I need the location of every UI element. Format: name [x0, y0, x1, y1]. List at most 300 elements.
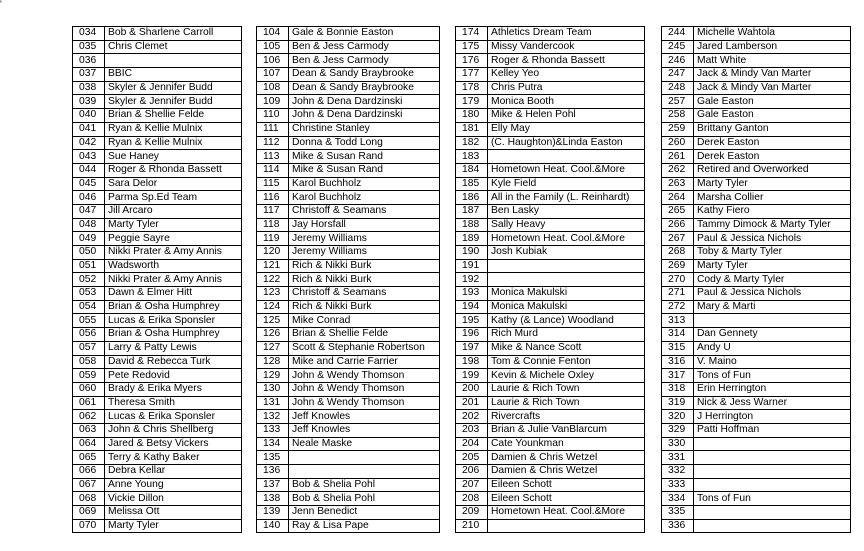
entry-name: Jeremy Williams	[289, 232, 440, 246]
entry-name: Chris Clemet	[105, 40, 242, 54]
entry-number: 179	[456, 95, 488, 109]
entry-name: Jenn Benedict	[289, 506, 440, 520]
table-row	[257, 410, 440, 424]
entry-name: Jack & Mindy Van Marter	[694, 81, 851, 95]
table-row	[73, 150, 242, 164]
entry-name	[488, 150, 645, 164]
entry-number: 194	[456, 300, 488, 314]
table-row	[662, 40, 851, 54]
entry-number: 062	[73, 410, 105, 424]
table-row	[662, 328, 851, 342]
entry-number: 069	[73, 506, 105, 520]
number-list-column-3	[455, 26, 645, 533]
entry-number: 063	[73, 423, 105, 437]
entry-name: Hometown Heat. Cool.&More	[488, 506, 645, 520]
entry-number: 048	[73, 218, 105, 232]
entry-number: 247	[662, 68, 694, 82]
table-row	[73, 68, 242, 82]
table-row	[456, 369, 645, 383]
entry-number: 267	[662, 232, 694, 246]
entry-name: Kathy Fiero	[694, 204, 851, 218]
table-row	[662, 246, 851, 260]
entry-number: 037	[73, 68, 105, 82]
entry-name: Jay Horsfall	[289, 218, 440, 232]
table-row	[257, 27, 440, 41]
table-row	[73, 382, 242, 396]
table-row	[73, 27, 242, 41]
table-row	[73, 423, 242, 437]
entry-number: 186	[456, 191, 488, 205]
table-row	[456, 519, 645, 533]
entry-name: Scott & Stephanie Robertson	[289, 341, 440, 355]
entry-name: Ben & Jess Carmody	[289, 40, 440, 54]
entry-number: 106	[257, 54, 289, 68]
entry-name: John & Chris Shellberg	[105, 423, 242, 437]
table-row	[456, 273, 645, 287]
table-row	[257, 465, 440, 479]
table-row	[456, 355, 645, 369]
table-row	[662, 478, 851, 492]
entry-name: Laurie & Rich Town	[488, 382, 645, 396]
table-row	[662, 218, 851, 232]
entry-number: 317	[662, 369, 694, 383]
entry-name: John & Dena Dardzinski	[289, 109, 440, 123]
table-row	[73, 396, 242, 410]
entry-name	[488, 259, 645, 273]
entry-name: Nikki Prater & Amy Annis	[105, 273, 242, 287]
entry-name: Nikki Prater & Amy Annis	[105, 246, 242, 260]
table-row	[456, 232, 645, 246]
table-row	[257, 150, 440, 164]
table-row	[662, 109, 851, 123]
table-row	[257, 68, 440, 82]
entry-number: 269	[662, 259, 694, 273]
entry-number: 174	[456, 27, 488, 41]
entry-number: 246	[662, 54, 694, 68]
entry-number: 068	[73, 492, 105, 506]
entry-name: Ben Lasky	[488, 204, 645, 218]
entry-name	[105, 54, 242, 68]
table-row	[73, 341, 242, 355]
table-row	[73, 328, 242, 342]
entry-name: Skyler & Jennifer Budd	[105, 81, 242, 95]
table-row	[257, 95, 440, 109]
entry-name: BBIC	[105, 68, 242, 82]
entry-name: Chris Putra	[488, 81, 645, 95]
entry-number: 198	[456, 355, 488, 369]
table-row	[662, 451, 851, 465]
corner-mark: '	[0, 0, 2, 9]
entry-name	[694, 506, 851, 520]
entry-name: Melissa Ott	[105, 506, 242, 520]
table-row	[257, 492, 440, 506]
entry-name: Cody & Marty Tyler	[694, 273, 851, 287]
entry-name	[694, 478, 851, 492]
entry-number: 061	[73, 396, 105, 410]
table-row	[456, 27, 645, 41]
entry-number: 120	[257, 246, 289, 260]
table-row	[456, 246, 645, 260]
entry-name: Wadsworth	[105, 259, 242, 273]
entry-number: 259	[662, 122, 694, 136]
entry-number: 116	[257, 191, 289, 205]
table-row	[662, 177, 851, 191]
entry-number: 137	[257, 478, 289, 492]
entry-name: Parma Sp.Ed Team	[105, 191, 242, 205]
table-row	[456, 410, 645, 424]
entry-number: 263	[662, 177, 694, 191]
table-row	[456, 204, 645, 218]
table-row	[73, 136, 242, 150]
entry-name: All in the Family (L. Reinhardt)	[488, 191, 645, 205]
table-row	[73, 437, 242, 451]
entry-number: 058	[73, 355, 105, 369]
entry-name: Brady & Erika Myers	[105, 382, 242, 396]
entry-name: Damien & Chris Wetzel	[488, 465, 645, 479]
entry-number: 313	[662, 314, 694, 328]
entry-name: Erin Herrington	[694, 382, 851, 396]
entry-number: 260	[662, 136, 694, 150]
table-row	[257, 177, 440, 191]
entry-number: 175	[456, 40, 488, 54]
table-row	[456, 150, 645, 164]
entry-number: 104	[257, 27, 289, 41]
entry-name: Christine Stanley	[289, 122, 440, 136]
table-row	[73, 355, 242, 369]
entry-number: 115	[257, 177, 289, 191]
entry-number: 124	[257, 300, 289, 314]
table-row	[73, 465, 242, 479]
entry-name: Karol Buchholz	[289, 191, 440, 205]
entry-name	[694, 437, 851, 451]
table-row	[456, 54, 645, 68]
entry-name: Tons of Fun	[694, 369, 851, 383]
entry-number: 335	[662, 506, 694, 520]
table-row	[456, 287, 645, 301]
table-row	[73, 369, 242, 383]
entry-name: Gale Easton	[694, 95, 851, 109]
entry-number: 261	[662, 150, 694, 164]
table-row	[662, 122, 851, 136]
entry-name: Lucas & Erika Sponsler	[105, 410, 242, 424]
entry-name: Rich & Nikki Burk	[289, 300, 440, 314]
table-row	[73, 109, 242, 123]
entry-number: 183	[456, 150, 488, 164]
entry-number: 051	[73, 259, 105, 273]
entry-name: Derek Easton	[694, 150, 851, 164]
entry-name: Bob & Sharlene Carroll	[105, 27, 242, 41]
entry-number: 140	[257, 519, 289, 533]
entry-name: Marty Tyler	[105, 519, 242, 533]
entry-number: 204	[456, 437, 488, 451]
table-row	[73, 81, 242, 95]
entry-name: Pete Redovid	[105, 369, 242, 383]
table-row	[257, 341, 440, 355]
entry-number: 315	[662, 341, 694, 355]
table-row	[662, 68, 851, 82]
table-row	[73, 300, 242, 314]
entry-number: 210	[456, 519, 488, 533]
entry-number: 180	[456, 109, 488, 123]
entry-number: 108	[257, 81, 289, 95]
entry-name	[694, 519, 851, 533]
entry-name: Kevin & Michele Oxley	[488, 369, 645, 383]
table-row	[662, 81, 851, 95]
entry-number: 206	[456, 465, 488, 479]
table-row	[257, 423, 440, 437]
entry-name: Christoff & Seamans	[289, 287, 440, 301]
entry-name: Ben & Jess Carmody	[289, 54, 440, 68]
entry-name	[694, 451, 851, 465]
entry-name: Anne Young	[105, 478, 242, 492]
entry-name: Nick & Jess Warner	[694, 396, 851, 410]
entry-name: Roger & Rhonda Bassett	[105, 163, 242, 177]
table-row	[257, 246, 440, 260]
entry-number: 178	[456, 81, 488, 95]
entry-name: Derek Easton	[694, 136, 851, 150]
table-row	[257, 163, 440, 177]
table-row	[456, 136, 645, 150]
entry-name: Matt White	[694, 54, 851, 68]
entry-number: 244	[662, 27, 694, 41]
entry-number: 136	[257, 465, 289, 479]
entry-name: Karol Buchholz	[289, 177, 440, 191]
entry-name: Sara Delor	[105, 177, 242, 191]
table-row	[257, 204, 440, 218]
entry-name: V. Maino	[694, 355, 851, 369]
table-row	[73, 122, 242, 136]
entry-number: 059	[73, 369, 105, 383]
entry-name: Terry & Kathy Baker	[105, 451, 242, 465]
entry-number: 265	[662, 204, 694, 218]
entry-name	[289, 465, 440, 479]
entry-number: 114	[257, 163, 289, 177]
entry-number: 118	[257, 218, 289, 232]
entry-name: Eileen Schott	[488, 478, 645, 492]
table-row	[257, 273, 440, 287]
entry-number: 109	[257, 95, 289, 109]
entry-number: 070	[73, 519, 105, 533]
entry-name: Missy Vandercook	[488, 40, 645, 54]
entry-name: Elly May	[488, 122, 645, 136]
entry-number: 191	[456, 259, 488, 273]
entry-number: 195	[456, 314, 488, 328]
table-row	[456, 382, 645, 396]
entry-name: Brian & Osha Humphrey	[105, 328, 242, 342]
table-row	[73, 506, 242, 520]
table-row	[662, 355, 851, 369]
table-row	[257, 109, 440, 123]
entry-name: Monica Makulski	[488, 300, 645, 314]
entry-name: John & Dena Dardzinski	[289, 95, 440, 109]
table-row	[73, 54, 242, 68]
entry-name: Retired and Overworked	[694, 163, 851, 177]
entry-number: 056	[73, 328, 105, 342]
entry-name: David & Rebecca Turk	[105, 355, 242, 369]
table-row	[257, 40, 440, 54]
entry-name: Tom & Connie Fenton	[488, 355, 645, 369]
entry-name: Monica Booth	[488, 95, 645, 109]
table-row	[73, 492, 242, 506]
table-row	[662, 341, 851, 355]
table-row	[257, 328, 440, 342]
entry-number: 132	[257, 410, 289, 424]
entry-number: 127	[257, 341, 289, 355]
entry-number: 185	[456, 177, 488, 191]
entry-name	[694, 314, 851, 328]
table-row	[662, 382, 851, 396]
entry-number: 258	[662, 109, 694, 123]
entry-number: 066	[73, 465, 105, 479]
entry-number: 192	[456, 273, 488, 287]
table-row	[73, 95, 242, 109]
entry-name: Mary & Marti	[694, 300, 851, 314]
table-row	[73, 204, 242, 218]
entry-number: 320	[662, 410, 694, 424]
entry-name: Rich Murd	[488, 328, 645, 342]
entry-number: 268	[662, 246, 694, 260]
entry-name: Skyler & Jennifer Budd	[105, 95, 242, 109]
number-list-column-2	[256, 26, 440, 533]
entry-name: Mike & Helen Pohl	[488, 109, 645, 123]
table-row	[257, 506, 440, 520]
table-row	[662, 232, 851, 246]
table-row	[257, 396, 440, 410]
entry-name: Toby & Marty Tyler	[694, 246, 851, 260]
entry-number: 131	[257, 396, 289, 410]
entry-name: Bob & Shelia Pohl	[289, 492, 440, 506]
entry-name: John & Wendy Thomson	[289, 369, 440, 383]
table-row	[456, 451, 645, 465]
table-row	[456, 68, 645, 82]
entry-name	[289, 451, 440, 465]
entry-number: 041	[73, 122, 105, 136]
entry-number: 245	[662, 40, 694, 54]
table-row	[456, 81, 645, 95]
entry-name: Kathy (& Lance) Woodland	[488, 314, 645, 328]
table-row	[456, 492, 645, 506]
entry-number: 052	[73, 273, 105, 287]
table-row	[257, 81, 440, 95]
table-row	[456, 109, 645, 123]
entry-number: 040	[73, 109, 105, 123]
table-row	[456, 191, 645, 205]
entry-name: Dawn & Elmer Hitt	[105, 287, 242, 301]
table-row	[456, 122, 645, 136]
entry-name: Roger & Rhonda Bassett	[488, 54, 645, 68]
entry-name: Jack & Mindy Van Marter	[694, 68, 851, 82]
entry-name: Jeremy Williams	[289, 246, 440, 260]
entry-name: Vickie Dillon	[105, 492, 242, 506]
table-row	[73, 451, 242, 465]
table-row	[73, 177, 242, 191]
entry-name: Gale & Bonnie Easton	[289, 27, 440, 41]
table-row	[662, 95, 851, 109]
entry-number: 182	[456, 136, 488, 150]
table-row	[662, 54, 851, 68]
table-row	[73, 478, 242, 492]
entry-name: Tons of Fun	[694, 492, 851, 506]
table-row	[257, 355, 440, 369]
table-row	[456, 328, 645, 342]
entry-number: 039	[73, 95, 105, 109]
table-row	[662, 273, 851, 287]
table-row	[662, 27, 851, 41]
entry-name: Laurie & Rich Town	[488, 396, 645, 410]
entry-name: Patti Hoffman	[694, 423, 851, 437]
entry-number: 045	[73, 177, 105, 191]
table-row	[257, 478, 440, 492]
entry-name: J Herrington	[694, 410, 851, 424]
entry-name: Gale Easton	[694, 109, 851, 123]
entry-name: Mike and Carrie Farrier	[289, 355, 440, 369]
entry-name: Donna & Todd Long	[289, 136, 440, 150]
entry-number: 196	[456, 328, 488, 342]
table-row	[456, 95, 645, 109]
entry-number: 112	[257, 136, 289, 150]
table-row	[456, 259, 645, 273]
table-row	[456, 314, 645, 328]
number-list-column-1	[72, 26, 242, 533]
entry-name: Marty Tyler	[694, 259, 851, 273]
entry-name: Kyle Field	[488, 177, 645, 191]
entry-number: 193	[456, 287, 488, 301]
table-row	[257, 259, 440, 273]
entry-name	[694, 465, 851, 479]
entry-name: Rich & Nikki Burk	[289, 259, 440, 273]
entry-number: 329	[662, 423, 694, 437]
entry-number: 035	[73, 40, 105, 54]
entry-number: 331	[662, 451, 694, 465]
table-row	[257, 191, 440, 205]
entry-name: Jeff Knowles	[289, 423, 440, 437]
entry-number: 201	[456, 396, 488, 410]
entry-name: Jill Arcaro	[105, 204, 242, 218]
entry-number: 262	[662, 163, 694, 177]
entry-number: 046	[73, 191, 105, 205]
entry-name: Michelle Wahtola	[694, 27, 851, 41]
entry-name: Paul & Jessica Nichols	[694, 232, 851, 246]
entry-name: Jared & Betsy Vickers	[105, 437, 242, 451]
entry-number: 318	[662, 382, 694, 396]
table-row	[662, 369, 851, 383]
table-row	[257, 232, 440, 246]
entry-number: 177	[456, 68, 488, 82]
entry-number: 138	[257, 492, 289, 506]
entry-number: 202	[456, 410, 488, 424]
entry-number: 119	[257, 232, 289, 246]
entry-number: 060	[73, 382, 105, 396]
entry-name: Jared Lamberson	[694, 40, 851, 54]
table-row	[73, 519, 242, 533]
table-row	[662, 423, 851, 437]
table-row	[73, 191, 242, 205]
entry-number: 122	[257, 273, 289, 287]
entry-number: 271	[662, 287, 694, 301]
entry-name: Cate Younkman	[488, 437, 645, 451]
entry-number: 036	[73, 54, 105, 68]
table-row	[257, 519, 440, 533]
entry-name: Mike & Susan Rand	[289, 150, 440, 164]
entry-number: 266	[662, 218, 694, 232]
entry-number: 123	[257, 287, 289, 301]
table-row	[662, 506, 851, 520]
entry-name: Dan Gennety	[694, 328, 851, 342]
table-row	[456, 40, 645, 54]
table-row	[456, 300, 645, 314]
entry-number: 189	[456, 232, 488, 246]
entry-name	[488, 273, 645, 287]
